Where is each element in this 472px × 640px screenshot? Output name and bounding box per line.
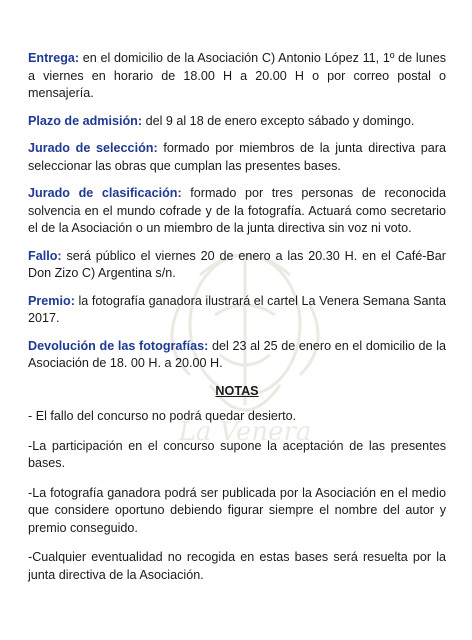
section-label: Jurado de clasificación: <box>28 186 182 200</box>
section-text: del 23 al 25 de enero en el domicilio de la Asociación de 18. 00 H. a 20.00 H. <box>28 338 447 370</box>
nota-item: - El fallo del concurso no podrá quedar desierto. <box>28 409 297 423</box>
nota-item: -La fotografía ganadora podrá ser publicada por la Asociación en el medio que considere oportuno debiendo figurar siempre el nombre del autor y premio conseguido. <box>28 485 446 535</box>
section-fallo <box>28 248 446 283</box>
document-body <box>28 50 446 596</box>
section-jurado-seleccion <box>28 140 446 175</box>
section-text: del 9 al 18 de enero excepto sábado y domingo. <box>142 113 415 128</box>
section-text: en el domicilio de la Asociación C) Antonio López 11, 1º de lunes a viernes en horario de 18.00 H a 20.00 H o por correo postal o mensajería. <box>28 51 446 100</box>
section-plazo <box>28 113 446 131</box>
section-text: formado por miembros de la junta directiva para seleccionar las obras que cumplan las presentes bases. <box>28 141 447 173</box>
section-text: formado por tres personas de reconocida solvencia en el mundo cofrade y de la fotografía. Actuará como secretario el de la Asociación o un miembro de la junta directiva sin voz ni voto. <box>28 186 446 235</box>
section-text: será público el viernes 20 de enero a las 20.30 H. en el Café-Bar Don Zizo C) Argentina s/n. <box>28 248 446 280</box>
section-label: Fallo: <box>28 248 62 263</box>
section-devolucion <box>28 338 446 373</box>
section-label: Devolución de las fotografías: <box>28 338 209 353</box>
nota-item: -Cualquier eventualidad no recogida en estas bases será resuelta por la junta directiva de la Asociación. <box>28 550 446 582</box>
section-label: Entrega: <box>28 51 80 65</box>
notas-heading: NOTAS <box>215 383 259 398</box>
section-jurado-clasificacion <box>28 185 446 238</box>
nota-item: -La participación en el concurso supone la aceptación de las presentes bases. <box>28 438 446 470</box>
section-premio <box>28 293 446 328</box>
watermark-text: La Venera <box>178 417 312 447</box>
section-label: Jurado de selección: <box>28 141 158 155</box>
section-text: la fotografía ganadora ilustrará el cartel La Venera Semana Santa 2017. <box>28 293 446 325</box>
section-label: Plazo de admisión: <box>28 113 143 128</box>
section-entrega <box>28 50 446 103</box>
section-label: Premio: <box>28 293 75 308</box>
